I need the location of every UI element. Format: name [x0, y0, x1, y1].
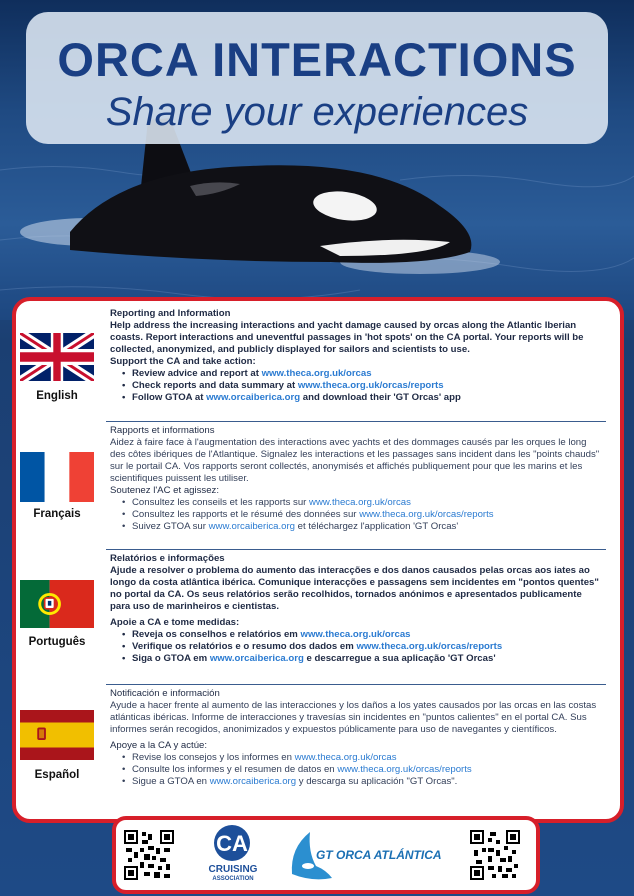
link-reports[interactable]: www.theca.org.uk/orcas/reports — [356, 641, 503, 652]
gt-orca-atlantica-logo[interactable] — [286, 826, 456, 884]
section-heading: Notificación e información — [110, 688, 220, 699]
cruising-association-logo[interactable] — [188, 824, 278, 886]
section-body: Aidez à faire face à l'augmentation des interactions avec yachts et des dommages causés par les orques le long des côtes ibériques de l'Atlantique. Signalez les interactions et les passages sans incident dans les "points chauds" sur le portail CA. Vos rapports seront collectés, anonymisés et affichés publiquement pour que les marins et les scientifiques puissent les utiliser. — [110, 437, 600, 484]
section-call-to-action: Apoie a CA e tome medidas: — [110, 617, 240, 628]
link-reports[interactable]: www.theca.org.uk/orcas/reports — [297, 380, 444, 391]
list-item: • Check reports and data summary at www.theca.org.uk/orcas/reports — [110, 380, 600, 392]
language-label-portuguese: Português — [28, 636, 86, 648]
list-item: • Verifique os relatórios e o resumo dos dados em www.theca.org.uk/orcas/reports — [110, 641, 600, 653]
spain-flag-icon — [20, 710, 94, 760]
link-orcas[interactable]: www.theca.org.uk/orcas — [294, 752, 397, 763]
section-heading: Relatórios e informações — [110, 553, 225, 564]
list-item: • Reveja os conselhos e relatórios em www.theca.org.uk/orcas — [110, 629, 600, 641]
section-heading: Rapports et informations — [110, 425, 215, 436]
page-title: ORCA INTERACTIONS — [57, 33, 577, 86]
portugal-flag-icon — [20, 580, 94, 628]
link-orcaiberica[interactable]: www.orcaiberica.org — [209, 653, 304, 664]
title-box — [26, 12, 608, 144]
link-orcaiberica[interactable]: www.orcaiberica.org — [206, 392, 301, 403]
ca-logo-letters: CA — [216, 831, 248, 856]
list-item: • Consultez les conseils et les rapports sur www.theca.org.uk/orcas — [110, 497, 600, 509]
ca-logo-line1: CRUISING — [208, 864, 258, 875]
qr-code-icon[interactable] — [470, 830, 520, 880]
uk-flag-icon — [20, 333, 94, 381]
section-call-to-action: Soutenez l'AC et agissez: — [110, 485, 220, 496]
section-call-to-action: Apoye a la CA y actúe: — [110, 740, 208, 751]
list-item: • Sigue a GTOA en www.orcaiberica.org y descarga su aplicación "GT Orcas". — [110, 776, 600, 788]
section-call-to-action: Support the CA and take action: — [110, 356, 256, 367]
section-heading: Reporting and Information — [110, 308, 231, 319]
link-orcas[interactable]: www.theca.org.uk/orcas — [261, 368, 372, 379]
section-english — [110, 308, 600, 404]
france-flag-icon — [20, 452, 94, 502]
qr-code-icon[interactable] — [124, 830, 174, 880]
link-orcas[interactable]: www.theca.org.uk/orcas — [309, 497, 411, 508]
section-body: Ajude a resolver o problema do aumento das interacções e dos danos causados pelas orcas aos iates ao longo da costa atlântica ibérica. Comunique interacções e passagens sem incidentes em "pontos quentes" no portal da CA. Os seus relatórios serão recolhidos, tornados anónimos e apresentados publicamente para uso de marinheiros e cientistas. — [110, 565, 599, 612]
section-divider — [106, 549, 606, 550]
list-item: • Suivez GTOA sur www.orcaiberica.org et téléchargez l'application 'GT Orcas' — [110, 521, 600, 533]
ca-logo-icon — [204, 824, 260, 862]
section-spanish — [110, 688, 600, 788]
section-portuguese — [110, 553, 600, 665]
link-reports[interactable]: www.theca.org.uk/orcas/reports — [337, 764, 472, 775]
ca-logo-line2: ASSOCIATION — [212, 876, 254, 882]
list-item: • Siga o GTOA em www.orcaiberica.org e descarregue a sua aplicação 'GT Orcas' — [110, 653, 600, 665]
list-item: • Follow GTOA at www.orcaiberica.org and download their 'GT Orcas' app — [110, 392, 600, 404]
list-item: • Consulte los informes y el resumen de datos en www.theca.org.uk/orcas/reports — [110, 764, 600, 776]
list-item: • Consultez les rapports et le résumé des données sur www.theca.org.uk/orcas/reports — [110, 509, 600, 521]
section-body: Help address the increasing interactions and yacht damage caused by orcas along the Atlantic Iberian coasts. Report interactions and uneventful passages in 'hot spots' on the CA portal. Your reports will be collected, anonymized, and publicly displayed for sailors and scientists to use. — [110, 320, 584, 355]
gtoa-logo-text: GT ORCA ATLÁNTICA — [316, 848, 442, 862]
link-orcas[interactable]: www.theca.org.uk/orcas — [300, 629, 411, 640]
section-french — [110, 425, 600, 533]
list-item: • Review advice and report at www.theca.org.uk/orcas — [110, 368, 600, 380]
language-label-english: English — [36, 390, 78, 402]
section-divider — [106, 684, 606, 685]
link-orcaiberica[interactable]: www.orcaiberica.org — [208, 521, 295, 532]
section-divider — [106, 421, 606, 422]
language-label-french: Français — [33, 508, 81, 520]
link-reports[interactable]: www.theca.org.uk/orcas/reports — [359, 509, 494, 520]
footer-logos — [112, 816, 540, 894]
section-body: Ayude a hacer frente al aumento de las interacciones y los daños a los yates causados por las orcas en las costas atlánticas ibéricas. Informe de interacciones y travesías sin incidentes en "puntos calientes" en el portal CA. Sus informes serán recogidos, anonimizados y expuestos públicamente para uso de navegantes y científicos. — [110, 700, 597, 735]
page-subtitle: Share your experiences — [105, 90, 529, 134]
language-label-spanish: Español — [34, 769, 80, 781]
list-item: • Revise los consejos y los informes en www.theca.org.uk/orcas — [110, 752, 600, 764]
link-orcaiberica[interactable]: www.orcaiberica.org — [209, 776, 297, 787]
